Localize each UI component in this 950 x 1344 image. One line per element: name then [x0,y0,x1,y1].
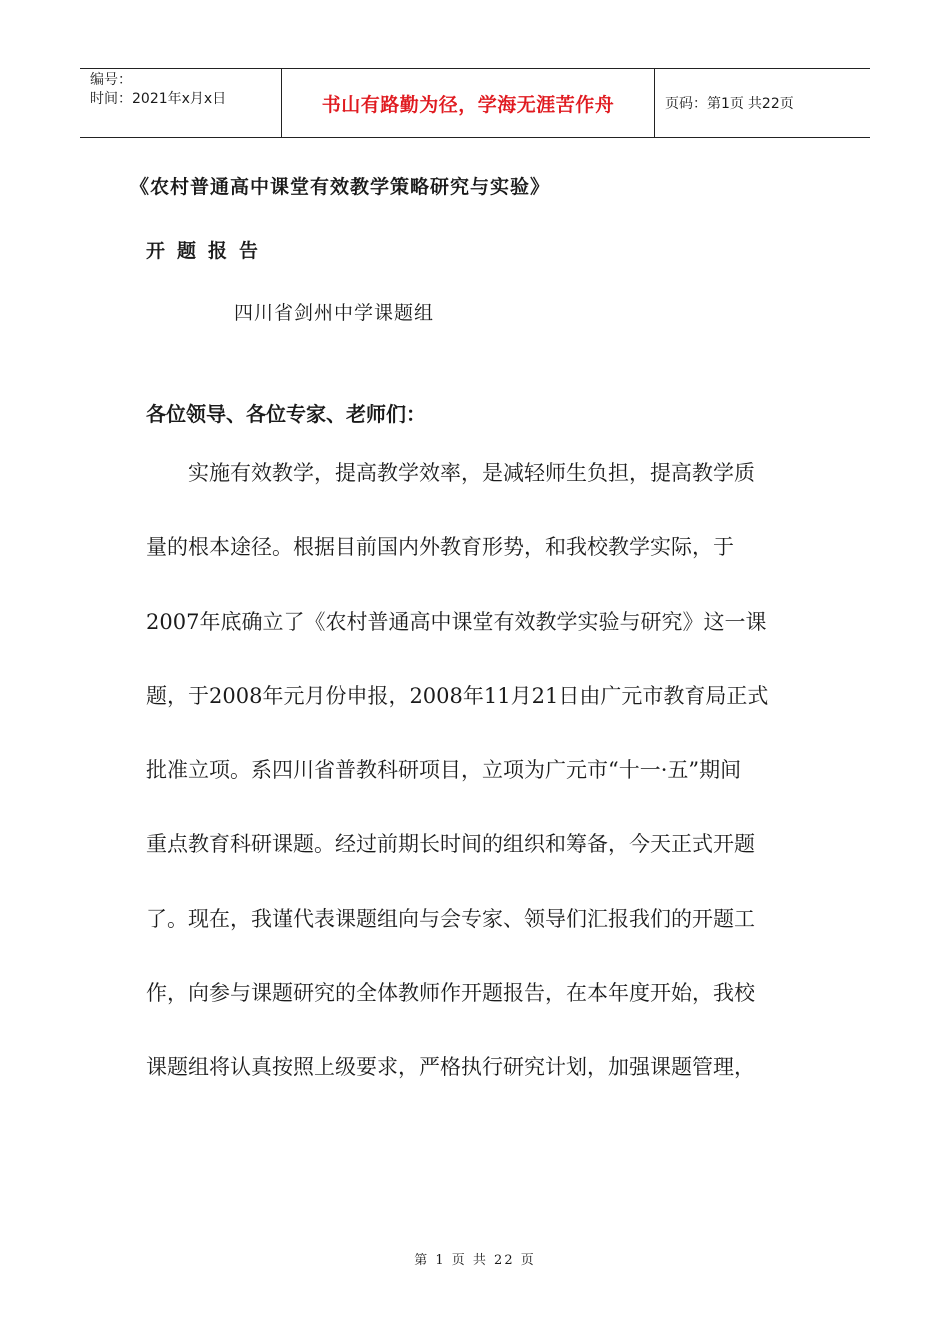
document-title: 《农村普通高中课堂有效教学策略研究与实验》 [130,176,551,198]
body-line: 重点教育科研课题。经过前期长时间的组织和筹备，今天正式开题 [146,832,755,857]
body-line: 量的根本途径。根据目前国内外教育形势，和我校教学实际，于 [146,535,734,560]
body-line: 2007年底确立了《农村普通高中课堂有效教学实验与研究》这一课 [146,609,767,634]
total-pages-label: 共22页 [747,96,794,112]
page-label: 页码：第1页 [665,96,744,112]
salutation: 各位领导、各位专家、老师们： [146,402,426,426]
document-subtitle: 开题报告 [146,240,271,262]
body-line: 批准立项。系四川省普教科研项目，立项为广元市“十一·五”期间 [146,758,742,783]
page-header [80,68,870,138]
header-page-info [655,69,870,137]
header-meta [80,69,282,137]
body-line: 作，向参与课题研究的全体教师作开题报告，在本年度开始，我校 [146,981,755,1006]
time-label: 时间：2021年x月x日 [90,91,227,107]
body-text [146,456,826,1125]
number-label: 编号： [90,72,132,88]
body-line: 课题组将认真按照上级要求，严格执行研究计划，加强课题管理， [146,1055,755,1080]
body-line: 实施有效教学，提高教学效率，是减轻师生负担，提高教学质 [188,461,755,485]
body-line: 题，于2008年元月份申报，2008年11月21日由广元市教育局正式 [146,683,769,708]
body-line: 了。现在，我谨代表课题组向与会专家、领导们汇报我们的开题工 [146,906,755,931]
page-footer: 第 1 页 共 22 页 [414,1253,536,1268]
header-motto: 书山有路勤为径，学海无涯苦作舟 [282,69,655,137]
document-author: 四川省剑州中学课题组 [234,302,435,324]
